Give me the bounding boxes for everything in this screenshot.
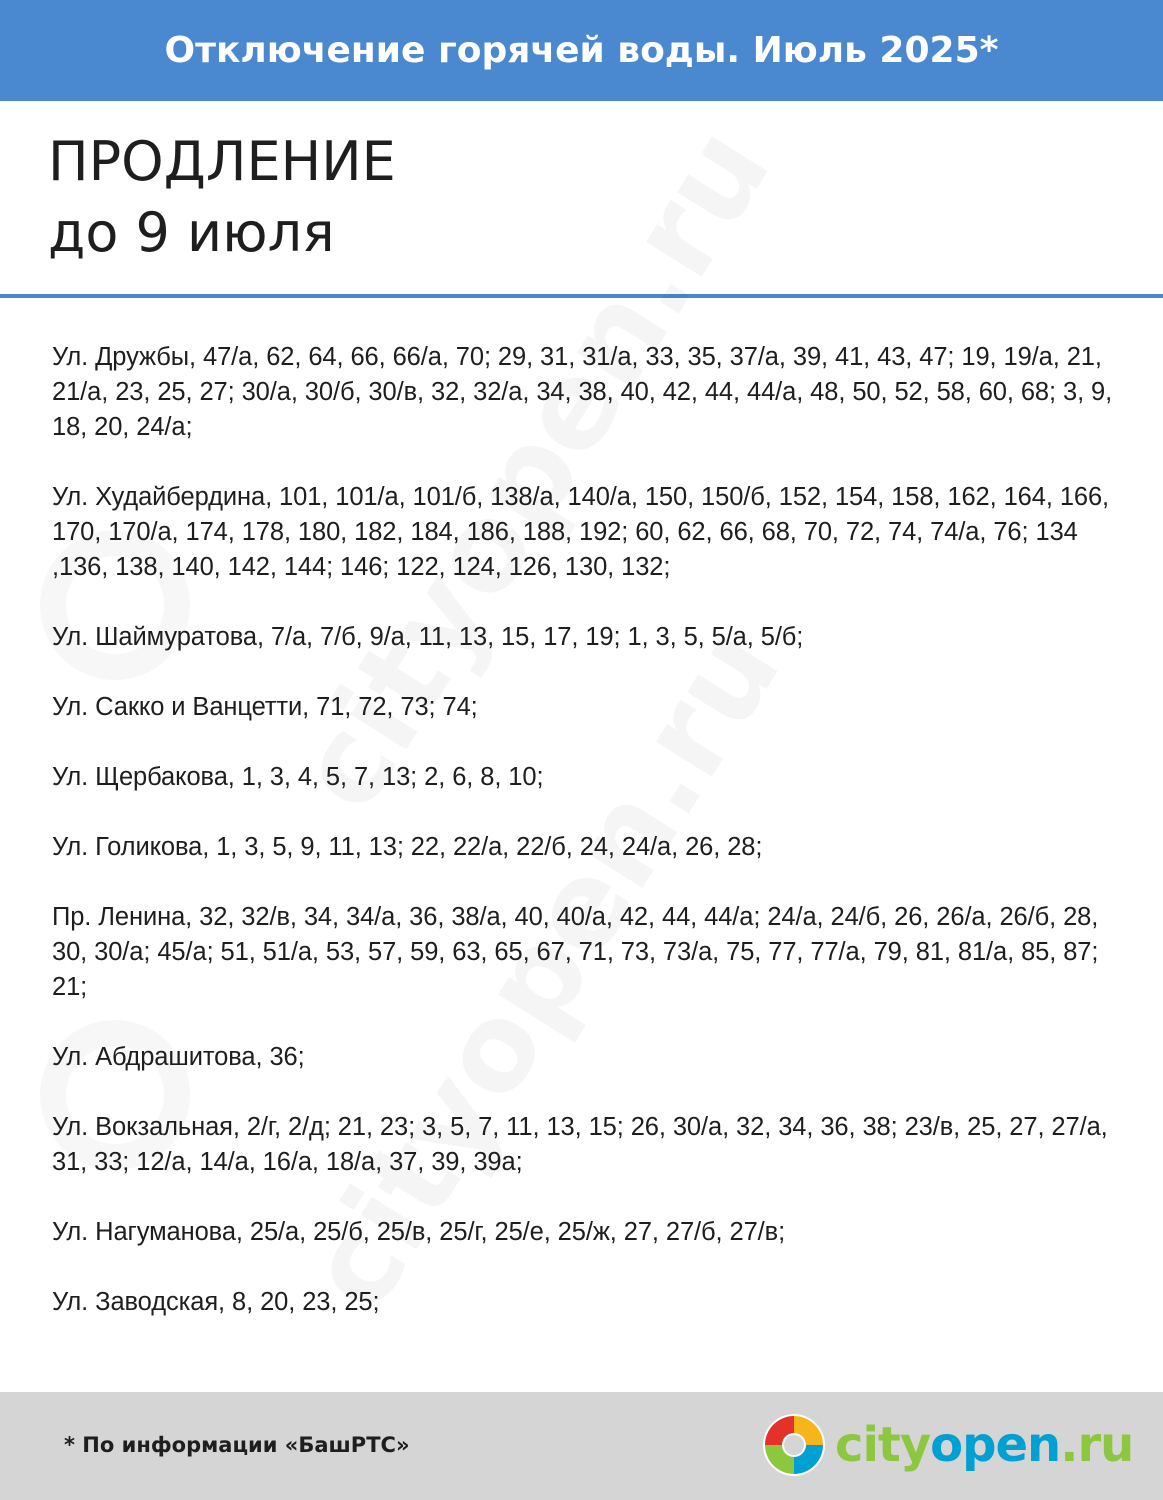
list-item: Ул. Щербакова, 1, 3, 4, 5, 7, 13; 2, 6, 8, 10; [52,763,544,791]
cityopen-logo [761,1409,1134,1481]
header-banner [0,0,1163,101]
headline-date: до 9 июля [48,201,335,264]
list-item: Ул. Нагуманова, 25/а, 25/б, 25/в, 25/г, 25/е, 25/ж, 27, 27/б, 27/в; [52,1218,786,1246]
list-item: Ул. Дружбы, 47/а, 62, 64, 66, 66/а, 70; 29, 31, 31/а, 33, 35, 37/а, 39, 41, 43, 47; 19, 19/а, 21, 21/а, 23, 25, 27; 30/а, 30/б, 30/в, 32, 32/а, 34, 38, 40, 42, 44, 44/а, 48, 50, 52, 58, 60, 68; 3, 9, 18, 20, 24/а; [52,343,1113,441]
list-item: Ул. Худайбердина, 101, 101/а, 101/б, 138/а, 140/а, 150, 150/б, 152, 154, 158, 162, 164, 166, 170, 170/а, 174, 178, 180, 182, 184, 186, 188, 192; 60, 62, 66, 68, 70, 72, 74, 74/а, 76; 134 ,136, 138, 140, 142, 144; 146; 122, 124, 126, 130, 132; [52,483,1110,581]
list-item: Ул. Вокзальная, 2/г, 2/д; 21, 23; 3, 5, 7, 11, 13, 15; 26, 30/а, 32, 34, 36, 38; 23/в, 25, 27, 27/а, 31, 33; 12/а, 14/а, 16/а, 18/а, 37, 39, 39а; [52,1113,1108,1176]
list-item: Ул. Голикова, 1, 3, 5, 9, 11, 13; 22, 22/а, 22/б, 24, 24/а, 26, 28; [52,833,763,861]
list-item: Ул. Шаймуратова, 7/а, 7/б, 9/а, 11, 13, 15, 17, 19; 1, 3, 5, 5/а, 5/б; [52,623,804,651]
headline-extension: ПРОДЛЕНИЕ [48,130,396,193]
list-item: Пр. Ленина, 32, 32/в, 34, 34/а, 36, 38/а, 40, 40/а, 42, 44, 44/а; 24/а, 24/б, 26, 26/а, 26/б, 28, 30, 30/а; 45/а; 51, 51/а, 53, 57, 59, 63, 65, 67, 71, 73, 73/а, 75, 77, 77/а, 79, 81, 81/а, 85, 87; 21; [52,903,1099,1001]
list-item: Ул. Заводская, 8, 20, 23, 25; [52,1288,380,1316]
logo-city: city [835,1417,931,1473]
headline [48,126,396,268]
logo-ru: .ru [1060,1417,1134,1473]
street-list [52,340,1137,1355]
source-note: * По информации «БашРТС» [64,1433,410,1457]
list-item: Ул. Абдрашитова, 36; [52,1043,305,1071]
logo-open: open [930,1417,1061,1473]
divider [0,294,1163,298]
cityopen-logo-icon [761,1412,827,1478]
logo-wordmark [835,1417,1133,1473]
page-title: Отключение горячей воды. Июль 2025* [164,30,999,71]
list-item: Ул. Сакко и Ванцетти, 71, 72, 73; 74; [52,693,478,721]
